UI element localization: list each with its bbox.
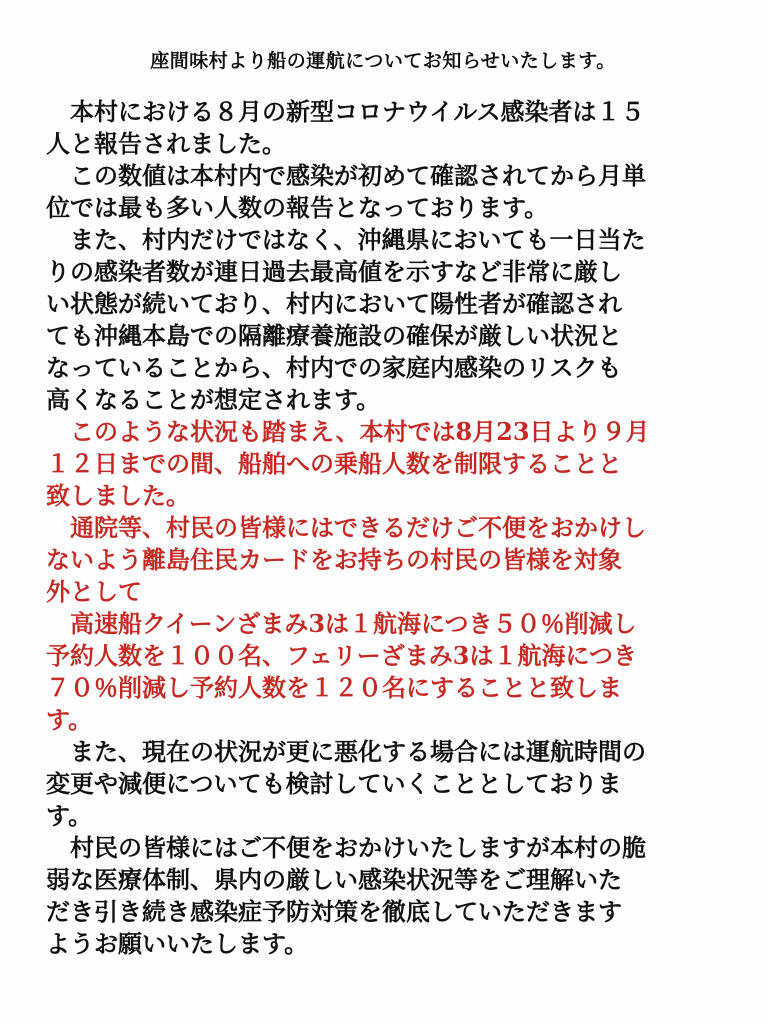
text-line: 高くなることが想定されます。 bbox=[46, 385, 381, 414]
notice-body bbox=[46, 96, 726, 960]
text-line: 高速船クイーンざまみ3は１航海につき５０％削減し bbox=[70, 609, 637, 638]
text-line: ７０％削減し予約人数を１２０名にすることと致しま bbox=[46, 673, 622, 702]
text-line: だき引き続き感染症予防対策を徹底していただきます bbox=[46, 897, 622, 926]
text-line: このような状況も踏まえ、本村では8月23日より９月 bbox=[70, 417, 650, 446]
text-line: 本村における８月の新型コロナウイルス感染者は１５ bbox=[70, 97, 645, 126]
text-line: また、村内だけではなく、沖縄県においても一日当た bbox=[70, 225, 646, 254]
text-line: 人と報告されました。 bbox=[46, 129, 286, 158]
text-line: 致しました。 bbox=[46, 481, 190, 510]
paragraph-schedule-changes bbox=[46, 736, 726, 832]
text-line: なっていることから、村内での家庭内感染のリスクも bbox=[46, 353, 622, 382]
text-line: 外として bbox=[46, 577, 142, 606]
text-line: 通院等、村民の皆様にはできるだけご不便をおかけし bbox=[70, 513, 646, 542]
text-line: す。 bbox=[46, 801, 93, 830]
paragraph-reservation-limits bbox=[46, 608, 726, 736]
paragraph-record-number bbox=[46, 160, 726, 224]
text-line: ないよう離島住民カードをお持ちの村民の皆様を対象 bbox=[46, 545, 622, 574]
text-line: りの感染者数が連日過去最高値を示すなど非常に厳し bbox=[46, 257, 622, 286]
text-line: 予約人数を１００名、フェリーざまみ3は１航海につき bbox=[46, 641, 638, 670]
text-line: ようお願いいたします。 bbox=[46, 929, 309, 958]
paragraph-infection-count bbox=[46, 96, 726, 160]
notice-title: 座間味村より船の運航についてお知らせいたします。 bbox=[150, 50, 616, 72]
paragraph-resident-exemption bbox=[46, 512, 726, 608]
text-line: 変更や減便についても検討していくこととしておりま bbox=[46, 769, 622, 798]
text-line: また、現在の状況が更に悪化する場合には運航時間の bbox=[70, 737, 646, 766]
text-line: ても沖縄本島での隔離療養施設の確保が厳しい状況と bbox=[46, 321, 622, 350]
text-line: 村民の皆様にはご不便をおかけいたしますが本村の脆 bbox=[70, 833, 646, 862]
text-line: す。 bbox=[46, 705, 93, 734]
text-line: この数値は本村内で感染が初めて確認されてから月単 bbox=[70, 161, 646, 190]
paragraph-boarding-restriction bbox=[46, 416, 726, 512]
text-line: １２日までの間、船舶への乗船人数を制限することと bbox=[46, 449, 622, 478]
text-line: い状態が続いており、村内において陽性者が確認され bbox=[46, 289, 622, 318]
text-line: 弱な医療体制、県内の厳しい感染状況等をご理解いた bbox=[46, 865, 622, 894]
paragraph-prefecture-situation bbox=[46, 224, 726, 416]
text-line: 位では最も多い人数の報告となっております。 bbox=[46, 193, 549, 222]
paragraph-closing-request bbox=[46, 832, 726, 960]
